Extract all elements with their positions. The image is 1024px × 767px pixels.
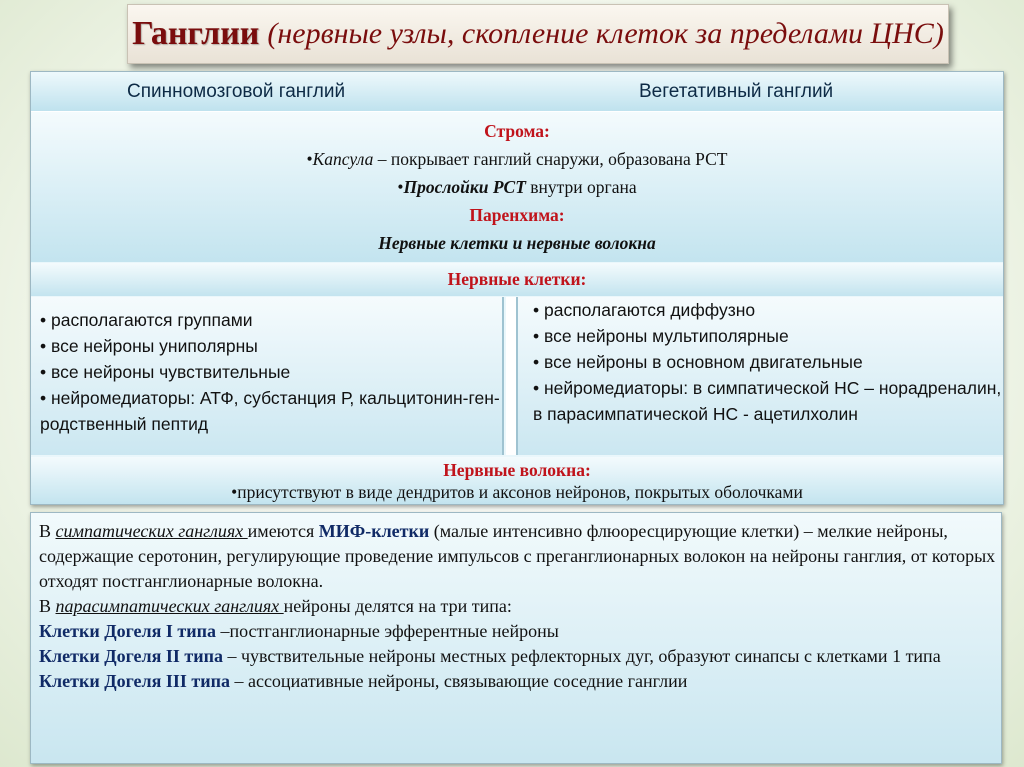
sympathetic-term: симпатических ганглиях bbox=[55, 521, 248, 541]
fibers-section bbox=[31, 457, 1003, 504]
list-item: • все нейроны в основном двигательные bbox=[533, 352, 863, 372]
dogiel-1-term: Клетки Догеля I типа bbox=[39, 621, 216, 641]
list-item: • располагаются диффузно bbox=[533, 300, 756, 320]
dogiel-type-2 bbox=[39, 644, 1001, 669]
dogiel-3-term: Клетки Догеля III типа bbox=[39, 671, 230, 691]
notes-box bbox=[30, 512, 1002, 764]
spinal-cells-list bbox=[31, 297, 504, 455]
text-span: – ассоциативные нейроны, связывающие соседние ганглии bbox=[229, 671, 688, 691]
dogiel-type-3 bbox=[39, 669, 1001, 694]
cells-heading-row bbox=[31, 263, 1003, 296]
header-spinal-ganglion: Спинномозговой ганглий bbox=[127, 81, 346, 102]
dogiel-type-1 bbox=[39, 619, 1001, 644]
text-span: нейроны делятся на три типа: bbox=[283, 596, 512, 616]
capsule-term: Капсула bbox=[312, 149, 374, 169]
parenchyma-text: Нервные клетки и нервные волокна bbox=[378, 233, 656, 253]
sympathetic-paragraph bbox=[39, 519, 1001, 594]
layers-term: Прослойки РСТ bbox=[403, 177, 526, 197]
capsule-line: •Капсула – покрывает ганглий снаружи, образована РСТ bbox=[306, 149, 728, 169]
cells-heading: Нервные клетки: bbox=[447, 269, 587, 289]
stroma-heading: Строма: bbox=[484, 121, 550, 141]
text-span: В bbox=[39, 521, 56, 541]
vegetative-cells-list bbox=[516, 297, 1003, 455]
parasympathetic-paragraph bbox=[39, 594, 1001, 619]
table-header bbox=[31, 72, 1003, 112]
fibers-text: •присутствуют в виде дендритов и аксонов нейронов, покрытых оболочками bbox=[231, 482, 803, 502]
list-item: • нейромедиаторы: в симпатической НС – норадреналин, в парасимпатической НС - ацетилхолин bbox=[533, 378, 1002, 424]
comparison-table bbox=[30, 71, 1004, 505]
dogiel-2-term: Клетки Догеля II типа bbox=[39, 646, 223, 666]
capsule-text: – покрывает ганглий снаружи, образована РСТ bbox=[373, 149, 728, 169]
list-item: • все нейроны мультиполярные bbox=[533, 326, 789, 346]
fibers-heading: Нервные волокна: bbox=[443, 460, 591, 480]
layers-text: внутри органа bbox=[525, 177, 637, 197]
stroma-section bbox=[31, 112, 1003, 262]
parenchyma-heading: Паренхима: bbox=[469, 205, 565, 225]
list-item: • все нейроны чувствительные bbox=[40, 362, 291, 382]
header-vegetative-ganglion: Вегетативный ганглий bbox=[639, 81, 834, 102]
slide-title bbox=[127, 4, 949, 64]
text-span: –постганглионарные эфферентные нейроны bbox=[215, 621, 559, 641]
text-span: В bbox=[39, 596, 56, 616]
list-item: • все нейроны униполярны bbox=[40, 336, 258, 356]
text-span: (малые интенсивно флюоресцирующие клетки) – мелкие нейроны, содержащие серотонин, регулирующие проведение импульсов с преганглионарных волокон на нейроны ганглия, от которых отходят постганглионарные волокна. bbox=[39, 521, 996, 591]
list-item: • располагаются группами bbox=[40, 310, 253, 330]
title-main: Ганглии bbox=[132, 15, 260, 52]
list-item: • нейромедиаторы: АТФ, субстанция Р, кальцитонин-ген-родственный пептид bbox=[40, 388, 500, 434]
column-divider bbox=[506, 297, 516, 455]
mif-cells-term: МИФ-клетки bbox=[318, 521, 430, 541]
title-subtitle: (нервные узлы, скопление клеток за пределами ЦНС) bbox=[267, 17, 944, 50]
text-span: – чувствительные нейроны местных рефлекторных дуг, образуют синапсы с клетками 1 типа bbox=[222, 646, 941, 666]
text-span: имеются bbox=[247, 521, 319, 541]
parasympathetic-term: парасимпатических ганглиях bbox=[55, 596, 284, 616]
layers-line: •Прослойки РСТ внутри органа bbox=[397, 177, 637, 197]
